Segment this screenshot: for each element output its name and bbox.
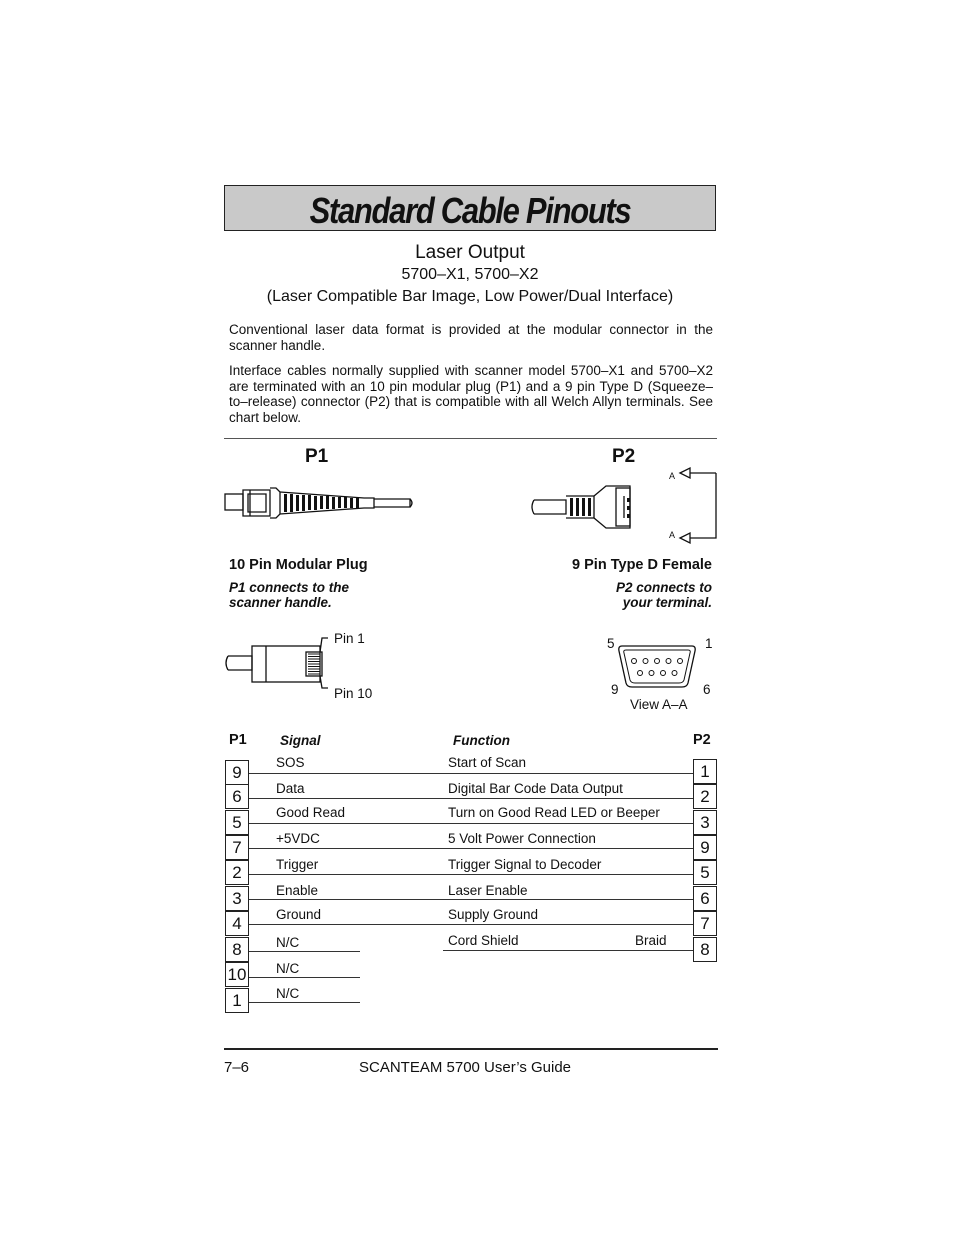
p2-pin-box: 1 xyxy=(693,759,717,784)
p2-label: P2 xyxy=(612,446,636,467)
p2-note-line-1: P2 connects to xyxy=(615,580,712,595)
p1-pin-box: 5 xyxy=(225,810,249,835)
row-signal: Data xyxy=(276,781,305,796)
p2-view-arrow-top-label: A xyxy=(669,471,676,481)
row-function: Start of Scan xyxy=(448,755,527,770)
paragraph-2: Interface cables normally supplied with scanner model 5700–X1 and 5700–X2 are terminated with an 10 pin modular plug (P1) and a 9 pin Type D (Squeeze–to–release) connector (P2) that is compatible with all Welch Allyn terminals. See chart below. xyxy=(229,363,713,425)
row-function: 5 Volt Power Connection xyxy=(448,831,596,846)
paragraph-1: Conventional laser data format is provided at the modular connector in the scanner handle. xyxy=(229,322,713,353)
divider xyxy=(224,438,717,439)
row-signal: Good Read xyxy=(276,805,346,820)
row-line xyxy=(249,899,693,900)
nc-line xyxy=(249,977,360,978)
p1-pin-box: 10 xyxy=(225,962,249,987)
row-line xyxy=(249,874,693,875)
shield-function: Cord Shield xyxy=(448,933,519,948)
p1-pin-box: 1 xyxy=(225,988,249,1013)
p2-pin-diagram xyxy=(616,643,698,691)
p1-pin-diagram xyxy=(224,632,334,692)
p2-type: 9 Pin Type D Female xyxy=(572,557,712,573)
page-title: Standard Cable Pinouts xyxy=(309,190,631,231)
row-signal: SOS xyxy=(276,755,305,770)
p2-pin-5-label: 5 xyxy=(607,636,615,651)
shield-braid: Braid xyxy=(635,933,667,948)
table-header-p2: P2 xyxy=(693,732,711,748)
p1-note-line-1: P1 connects to the xyxy=(229,580,350,595)
nc-line xyxy=(249,1002,360,1003)
row-line xyxy=(249,924,693,925)
table-header-function: Function xyxy=(453,733,510,748)
row-line xyxy=(249,823,693,824)
p2-pin-6-label: 6 xyxy=(703,682,711,697)
p1-type: 10 Pin Modular Plug xyxy=(229,557,368,573)
p1-pin-1-label: Pin 1 xyxy=(334,631,365,646)
row-function: Laser Enable xyxy=(448,883,528,898)
row-function: Trigger Signal to Decoder xyxy=(448,857,602,872)
p1-pin-box: 9 xyxy=(225,760,249,785)
p2-pin-box: 3 xyxy=(693,810,717,835)
p2-pin-box: 2 xyxy=(693,784,717,809)
row-signal: Ground xyxy=(276,907,322,922)
p2-pin-box: 6 xyxy=(693,886,717,911)
p2-view-arrow-bottom-label: A xyxy=(669,530,676,540)
nc-signal: N/C xyxy=(276,935,300,950)
p1-pin-box: 7 xyxy=(225,835,249,860)
p1-pin-box: 4 xyxy=(225,911,249,936)
p2-pin-box: 7 xyxy=(693,911,717,936)
p2-pin-box: 9 xyxy=(693,835,717,860)
p1-pin-box: 2 xyxy=(225,860,249,885)
p2-dsub-illustration xyxy=(530,468,722,548)
nc-signal: N/C xyxy=(276,986,300,1001)
row-line xyxy=(249,798,693,799)
section-models: 5700–X1, 5700–X2 xyxy=(401,266,539,283)
row-line xyxy=(249,848,693,849)
table-header-signal: Signal xyxy=(280,733,321,748)
table-header-p1: P1 xyxy=(229,732,247,748)
row-function: Digital Bar Code Data Output xyxy=(448,781,623,796)
p1-label: P1 xyxy=(305,446,329,467)
p2-pin-box: 8 xyxy=(693,937,717,962)
section-heading: Laser Output xyxy=(415,242,525,263)
row-signal: +5VDC xyxy=(276,831,320,846)
row-function: Supply Ground xyxy=(448,907,539,922)
p1-note-line-2: scanner handle. xyxy=(229,595,332,610)
shield-line xyxy=(443,950,693,951)
p2-view-label: View A–A xyxy=(630,697,688,712)
row-function: Turn on Good Read LED or Beeper xyxy=(448,805,660,820)
p2-pin-9-label: 9 xyxy=(611,682,619,697)
p2-pin-box: 5 xyxy=(693,860,717,885)
footer-rule xyxy=(224,1048,718,1050)
p1-pin-box: 6 xyxy=(225,784,249,809)
footer-guide-title: SCANTEAM 5700 User’s Guide xyxy=(359,1059,572,1076)
p2-pin-1-label: 1 xyxy=(705,636,713,651)
p1-pin-box: 3 xyxy=(225,886,249,911)
nc-signal: N/C xyxy=(276,961,300,976)
section-subtitle: (Laser Compatible Bar Image, Low Power/Dual Interface) xyxy=(266,288,674,305)
row-signal: Enable xyxy=(276,883,319,898)
p1-pin-box: 8 xyxy=(225,937,249,962)
row-line xyxy=(249,773,693,774)
p1-plug-illustration xyxy=(224,478,414,528)
nc-line xyxy=(249,951,360,952)
row-signal: Trigger xyxy=(276,857,319,872)
page-title-box xyxy=(224,185,716,231)
p1-pin-10-label: Pin 10 xyxy=(334,686,373,701)
footer-page-number: 7–6 xyxy=(224,1059,250,1076)
p2-note-line-2: your terminal. xyxy=(622,595,712,610)
